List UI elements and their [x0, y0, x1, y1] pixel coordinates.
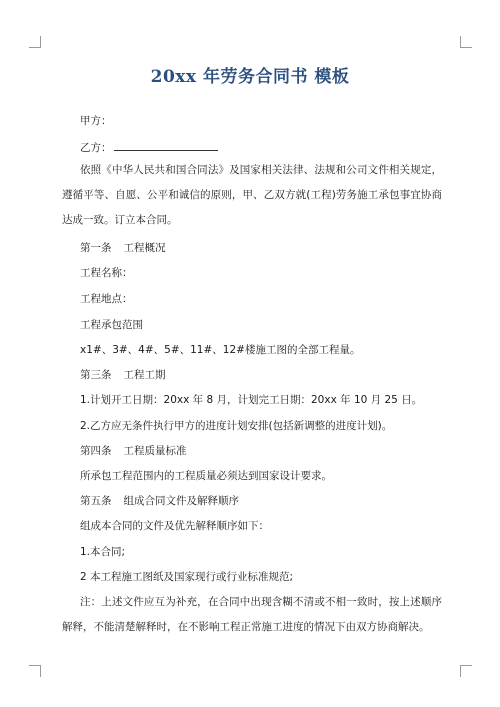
- title-year: 20xx: [150, 67, 197, 87]
- scope-detail-line: x1#、3#、4#、5#、11#、12#楼施工图的全部工程量。: [80, 344, 361, 356]
- article-1-title: 工程概况: [123, 242, 166, 254]
- project-name-line: 工程名称：: [80, 267, 133, 279]
- article-1-number: 第一条: [80, 242, 112, 254]
- article-4-number: 第四条: [80, 445, 112, 457]
- article-4-title: 工程质量标准: [123, 445, 187, 457]
- preamble-paragraph: 依照《中华人民共和国合同法》及国家相关法律、法规和公司文件相关规定，遵循平等、自愿、公平和诚信的原则，甲、乙双方就(工程)劳务施工承包事宜协商达成一致。订立本合同。: [62, 164, 442, 226]
- document-title: [0, 62, 500, 87]
- crop-mark-bottom-right: [460, 665, 472, 677]
- party-a-label: 甲方：: [80, 115, 112, 127]
- article-4-heading: [80, 444, 187, 458]
- title-text: 年劳务合同书 模板: [196, 67, 350, 87]
- crop-mark-bottom-left: [29, 665, 41, 677]
- article-5-title: 组成合同文件及解释顺序: [123, 495, 239, 507]
- schedule-line-2: 2.乙方应无条件执行甲方的进度计划安排(包括新调整的进度计划)。: [80, 420, 393, 432]
- article-3-heading: [80, 368, 166, 382]
- project-scope-line: 工程承包范围: [80, 319, 143, 331]
- article-5-number: 第五条: [80, 495, 112, 507]
- docs-intro-line: 组成本合同的文件及优先解释顺序如下：: [80, 520, 269, 532]
- article-3-number: 第三条: [80, 369, 112, 381]
- crop-mark-top-right: [460, 36, 472, 48]
- project-site-line: 工程地点：: [80, 293, 133, 305]
- party-a-line: [80, 114, 112, 128]
- crop-mark-top-left: [29, 36, 41, 48]
- note-paragraph: 注：上述文件应互为补充，在合同中出现含糊不清或不相一致时，按上述顺序解释，不能清楚解释时，在不影响工程正常施工进度的情况下由双方协商解决。: [62, 596, 442, 633]
- article-3-title: 工程工期: [123, 369, 166, 381]
- article-1-heading: [80, 241, 166, 255]
- party-b-line: [80, 140, 218, 155]
- schedule-line-1: 1.计划开工日期：20xx 年 8 月，计划完工日期：20xx 年 10 月 25 日。: [80, 394, 423, 406]
- party-b-blank: [114, 140, 218, 151]
- quality-line: 所承包工程范围内的工程质量必须达到国家设计要求。: [80, 470, 332, 482]
- doc-item-2: 2 本工程施工图纸及国家现行或行业标准规范;: [80, 571, 294, 583]
- doc-item-1: 1.本合同;: [80, 546, 126, 558]
- article-5-heading: [80, 494, 239, 508]
- party-b-label: 乙方：: [80, 142, 112, 154]
